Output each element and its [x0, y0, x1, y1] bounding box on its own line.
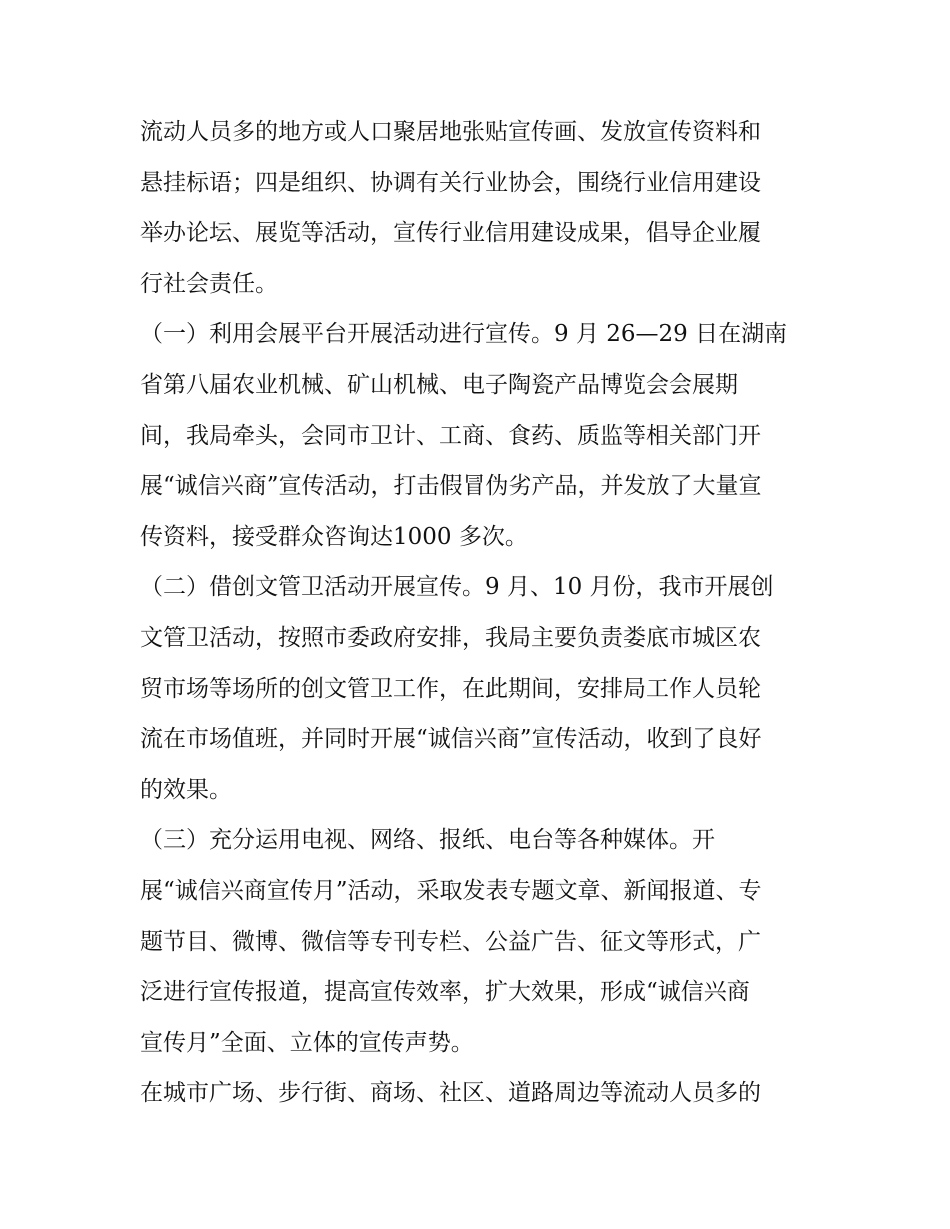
text-line: 流动人员多的地方或人口聚居地张贴宣传画、发放宣传资料和: [140, 119, 761, 145]
text-line: 行社会责任。: [140, 270, 278, 297]
text-line: 泛进行宣传报道，提高宣传效率，扩大效果，形成“诚信兴商: [140, 979, 750, 1006]
text-line: 题节目、微博、微信等专刊专栏、公益广告、征文等形式，广: [140, 928, 761, 955]
text-line: （三）充分运用电视、网络、报纸、电台等各种媒体。开: [140, 827, 715, 854]
text-line: （一）利用会展平台开展活动进行宣传。9 月 26—29 日在湖南: [140, 321, 788, 348]
text-line: 举办论坛、展览等活动，宣传行业信用建设成果，倡导企业履: [140, 220, 761, 247]
text-line: 间，我局牵头，会同市卫计、工商、食药、质监等相关部门开: [140, 422, 761, 449]
text-line: 悬挂标语；四是组织、协调有关行业协会，围绕行业信用建设: [140, 169, 761, 196]
text-line: 省第八届农业机械、矿山机械、电子陶瓷产品博览会会展期: [140, 371, 738, 398]
text-line: 的效果。: [140, 776, 232, 803]
text-line: 在城市广场、步行街、商场、社区、道路周边等流动人员多的: [140, 1080, 761, 1107]
body-text: [140, 107, 820, 1119]
text-line: 贸市场等场所的创文管卫工作，在此期间，安排局工作人员轮: [140, 675, 761, 702]
text-line: （二）借创文管卫活动开展宣传。9 月、10 月份，我市开展创: [140, 574, 774, 601]
text-line: 展“诚信兴商宣传月”活动，采取发表专题文章、新闻报道、专: [140, 877, 762, 904]
text-line: 流在市场值班，并同时开展“诚信兴商”宣传活动，收到了良好: [140, 726, 762, 753]
text-line: 展“诚信兴商”宣传活动，打击假冒伪劣产品，并发放了大量宣: [140, 473, 762, 500]
text-line: 传资料，接受群众咨询达1000 多次。: [140, 523, 528, 550]
text-line: 文管卫活动，按照市委政府安排，我局主要负责娄底市城区农: [140, 624, 761, 651]
text-line: 宣传月”全面、立体的宣传声势。: [140, 1029, 474, 1056]
